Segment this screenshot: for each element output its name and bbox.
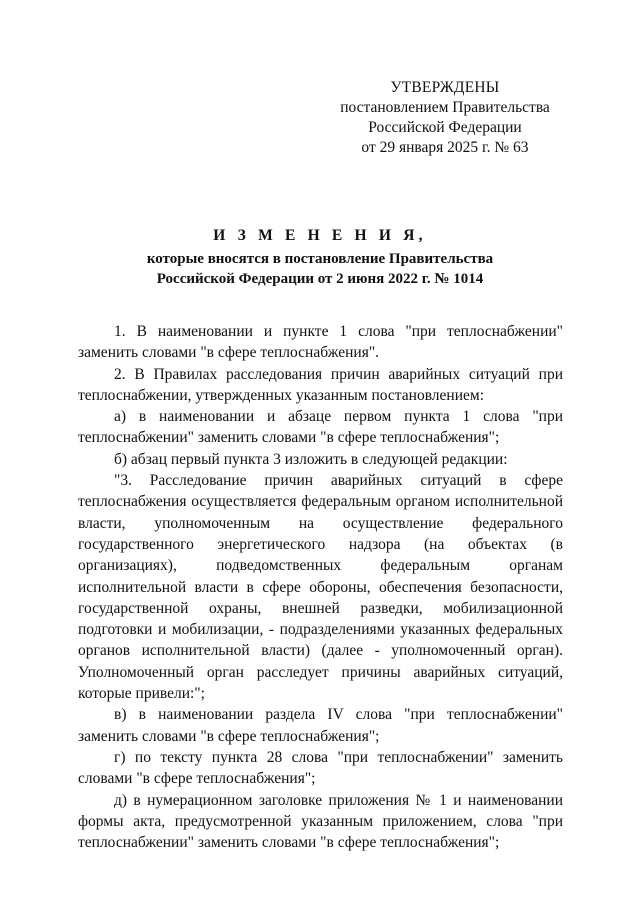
paragraph-2v: в) в наименовании раздела IV слова "при теплоснабжении" заменить словами "в сфере теплоснабжения"; xyxy=(78,706,563,745)
paragraph-1: 1. В наименовании и пункте 1 слова "при теплоснабжении" заменить словами "в сфере теплоснабжения". xyxy=(78,323,563,362)
paragraph-2g: г) по тексту пункта 28 слова "при теплоснабжении" заменить словами "в сфере теплоснабжения"; xyxy=(78,748,563,788)
approval-line-3: от 29 января 2025 г. № 63 xyxy=(361,139,529,156)
document-body xyxy=(78,321,563,853)
paragraph-quoted-3: "3. Расследование причин аварийных ситуаций в сфере теплоснабжения осуществляется федеральным органом исполнительной власти, уполномоченным на осуществление федерального государственного энергетического надзора (на объектах (в организациях), подведомственных федеральным органам исполнительной власти в сфере обороны, обеспечения безопасности, государственной охраны, внешней разведки, мобилизационной подготовки и мобилизации, - подразделениями указанных федеральных органов исполнительной власти) (далее - уполномоченный орган). Уполномоченный орган расследует причины аварийных ситуаций, которые привели:"; xyxy=(78,472,563,703)
subtitle-line-1: которые вносятся в постановление Правительства xyxy=(146,251,494,267)
approval-line-2: Российской Федерации xyxy=(368,119,522,136)
paragraph-2b: б) абзац первый пункта 3 изложить в следующей редакции: xyxy=(114,450,508,468)
paragraph-2: 2. В Правилах расследования причин аварийных ситуаций при теплоснабжении, утвержденных указанным постановлением: xyxy=(78,365,563,404)
approval-block xyxy=(330,78,560,158)
paragraph-2d: д) в нумерационном заголовке приложения № 1 и наименовании формы акта, предусмотренной указанным приложением, слова "при теплоснабжении" заменить словами "в сфере теплоснабжения"; xyxy=(78,791,563,852)
document-subtitle xyxy=(0,249,640,289)
document-title: И З М Е Н Е Н И Я, xyxy=(213,227,427,244)
approval-line-1: постановлением Правительства xyxy=(340,99,550,116)
subtitle-line-2: Российской Федерации от 2 июня 2022 г. № 1014 xyxy=(156,271,484,287)
paragraph-2a: а) в наименовании и абзаце первом пункта 1 слова "при теплоснабжении" заменить словами "в сфере теплоснабжения"; xyxy=(78,408,563,447)
approval-heading: УТВЕРЖДЕНЫ xyxy=(390,79,500,96)
